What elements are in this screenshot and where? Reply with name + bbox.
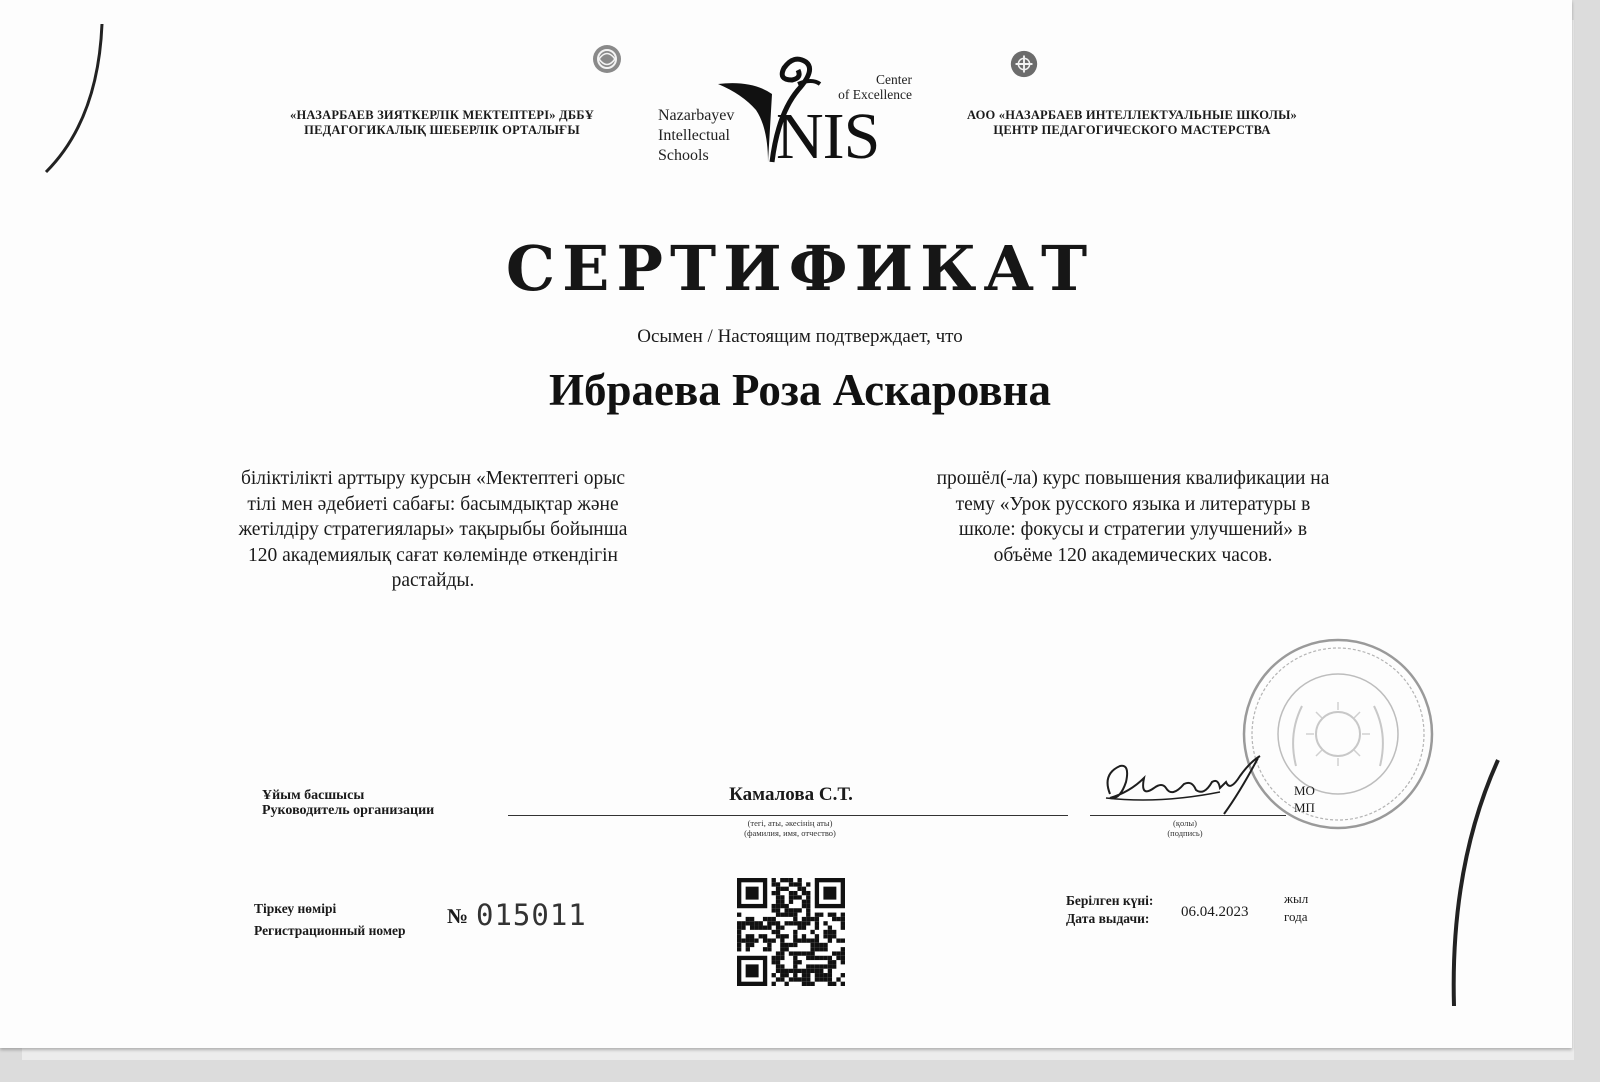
name-caption: (тегі, аты, әкесінің аты) (фамилия, имя, отчество) xyxy=(744,818,836,838)
sign-caption: (қолы) (подпись) xyxy=(1167,818,1203,838)
header-right-org xyxy=(922,108,1342,138)
signature-icon xyxy=(1100,752,1280,832)
stamp-place-label: МО МП xyxy=(1294,783,1315,815)
issue-date: 06.04.2023 xyxy=(1181,904,1249,920)
logo-school-name: Nazarbayev Intellectual Schools xyxy=(658,107,735,164)
name-line xyxy=(508,815,1068,816)
small-seal-icon xyxy=(590,42,624,76)
certificate-title: СЕРТИФИКАТ xyxy=(505,232,1095,305)
header-left-line-1: «НАЗАРБАЕВ ЗИЯТКЕРЛІК МЕКТЕПТЕРІ» ДББҰ xyxy=(290,108,594,122)
head-name: Камалова С.Т. xyxy=(729,784,853,805)
header-left-line-2: ПЕДАГОГИКАЛЫҚ ШЕБЕРЛІК ОРТАЛЫҒЫ xyxy=(304,123,580,137)
small-seal-icon xyxy=(1008,48,1040,80)
header-left-org xyxy=(232,108,652,138)
registration-label: Тіркеу нөмірі Регистрационный номер xyxy=(254,901,406,938)
head-label: Ұйым басшысы Руководитель организации xyxy=(262,788,435,818)
nis-logo xyxy=(658,54,918,173)
header-right-line-1: АОО «НАЗАРБАЕВ ИНТЕЛЛЕКТУАЛЬНЫЕ ШКОЛЫ» xyxy=(966,108,1298,122)
body-kazakh: біліктілікті арттыру курсын «Мектептегі орыс тілі мен әдебиеті сабағы: басымдықтар және жетілдіру стратегиялары» тақырыбы бойынша 120 академиялық сағат көлемінде өткендігін растайды. xyxy=(238,468,628,591)
qr-code-icon xyxy=(736,878,846,986)
body-russian: прошёл(-ла) курс повышения квалификации на тему «Урок русского языка и литературы в школе: фокусы и стратегии улучшений» в объёме 120 академических часов. xyxy=(936,468,1330,566)
right-edge-curve-icon xyxy=(1440,756,1510,1016)
year-label: жыл года xyxy=(1284,891,1309,924)
left-edge-curve-icon xyxy=(40,20,110,180)
registration-number: 015011 xyxy=(476,898,587,932)
recipient-name: Ибраева Роза Аскаровна xyxy=(549,365,1051,415)
logo-center-of-excellence: Center of Excellence xyxy=(838,72,912,102)
issue-date-label: Берілген күні: Дата выдачи: xyxy=(1066,893,1154,926)
certificate-subtitle: Осымен / Настоящим подтверждает, что xyxy=(637,326,963,347)
header-right-line-2: ЦЕНТР ПЕДАГОГИЧЕСКОГО МАСТЕРСТВА xyxy=(993,123,1271,137)
number-sign: № xyxy=(447,904,469,928)
logo-nis-mark: NIS xyxy=(776,100,880,173)
